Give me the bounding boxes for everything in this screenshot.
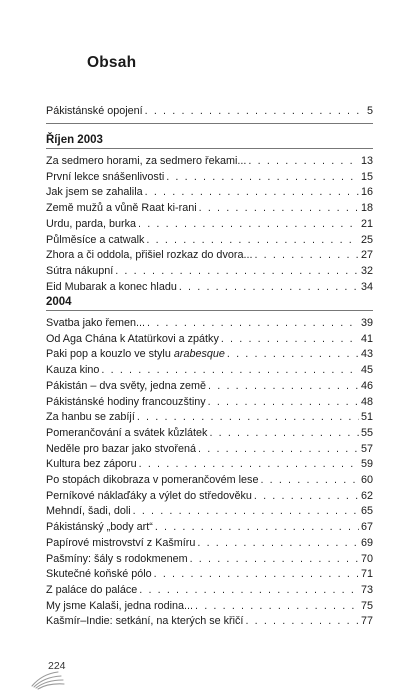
- entry-title: [46, 567, 152, 581]
- entry-title-text: Za hanbu se zabíjí: [46, 411, 135, 424]
- dot-leader: [254, 248, 359, 262]
- entry-page: 5: [366, 105, 373, 117]
- entry-title-text: Sútra nákupní: [46, 264, 114, 277]
- dot-leader: [190, 552, 359, 566]
- toc-entry: [46, 426, 373, 440]
- entry-title: [46, 316, 145, 330]
- entry-page: 65: [360, 505, 373, 518]
- dot-leader: [139, 583, 359, 597]
- entry-title-text: Perníkové náklaďáky a výlet do středověku: [46, 489, 252, 502]
- entry-title-text: Skutečné koňské pólo: [46, 568, 152, 581]
- toc-entry: [46, 552, 373, 566]
- toc-entry: [46, 614, 373, 628]
- entry-title-text: První lekce snášenlivosti: [46, 170, 165, 183]
- toc-entry: [46, 410, 373, 424]
- toc-entry: [46, 280, 373, 294]
- entry-title-text: Z paláce do paláce: [46, 583, 138, 596]
- dot-leader: [101, 363, 359, 377]
- entry-title-text: Pašmíny: šály s rodokmenem: [46, 552, 188, 565]
- toc-entry: [46, 489, 373, 503]
- entry-page: 67: [360, 521, 373, 534]
- toc-entry: [46, 248, 373, 262]
- entry-page: 32: [360, 264, 373, 277]
- page-number: 224: [48, 660, 66, 672]
- dot-leader: [166, 170, 359, 184]
- entry-page: 59: [360, 458, 373, 471]
- entry-page: 45: [360, 364, 373, 377]
- dot-leader: [154, 567, 359, 581]
- dot-leader: [145, 104, 365, 118]
- section-heading: Říjen 2003: [46, 134, 103, 146]
- section-rule: [46, 310, 373, 311]
- entry-title: [46, 170, 164, 184]
- entry-title-text: Jak jsem se zahalila: [46, 186, 143, 199]
- toc-entry: [46, 504, 373, 518]
- entry-title: [46, 457, 137, 471]
- entry-title-text: Pomerančování a svátek kůzlátek: [46, 426, 208, 439]
- entry-page: 15: [360, 170, 373, 183]
- entry-title: [46, 395, 206, 409]
- entry-title-text: Paki pop a kouzlo ve stylu: [46, 348, 174, 361]
- dot-leader: [248, 154, 359, 168]
- entry-title-text: Zhora a či oddola, přišiel rozkaz do dvora...: [46, 249, 253, 262]
- entry-page: 34: [360, 280, 373, 293]
- dot-leader: [245, 614, 359, 628]
- toc-entry: [46, 233, 373, 247]
- entry-title: [46, 201, 197, 215]
- dot-leader: [145, 185, 359, 199]
- toc-entry: [46, 379, 373, 393]
- toc-entry: [46, 536, 373, 550]
- dot-leader: [147, 316, 359, 330]
- toc-entry: [46, 201, 373, 215]
- toc-entry: [46, 583, 373, 597]
- toc-entry: [46, 332, 373, 346]
- section-rule: [46, 148, 373, 149]
- entry-page: 51: [360, 411, 373, 424]
- entry-page: 25: [360, 233, 373, 246]
- toc-entry: [46, 154, 373, 168]
- entry-page: 57: [360, 442, 373, 455]
- dot-leader: [208, 395, 359, 409]
- entry-title-text: Kašmír–Indie: setkání, na kterých se křičí: [46, 615, 244, 628]
- entry-page: 41: [360, 332, 373, 345]
- entry-title-text: Od Aga Chána k Atatürkovi a zpátky: [46, 332, 219, 345]
- entry-page: 21: [360, 217, 373, 230]
- entry-title-text: Svatba jako řemen...: [46, 317, 146, 329]
- toc-entry: [46, 264, 373, 278]
- entry-title-text: Země mužů a vůně Raat ki-rani: [46, 202, 197, 215]
- entry-title: Pákistánské opojení: [46, 105, 143, 117]
- dot-leader: [227, 347, 359, 361]
- dot-leader: [155, 520, 359, 534]
- entry-title: [46, 185, 143, 199]
- entry-page: 55: [360, 426, 373, 439]
- dot-leader: [197, 536, 359, 550]
- dot-leader: [139, 457, 359, 471]
- entry-title: [46, 217, 136, 231]
- toc-entry: [46, 170, 373, 184]
- dot-leader: [221, 332, 359, 346]
- entry-title: [46, 536, 195, 550]
- entry-page: 75: [360, 599, 373, 612]
- entry-title-text: Kultura bez záporu: [46, 458, 137, 471]
- entry-title-text: Pákistánský „body art“: [46, 521, 153, 534]
- entry-page: 62: [360, 489, 373, 502]
- entry-title: [46, 489, 252, 503]
- entry-title: [46, 520, 153, 534]
- entry-title: [46, 552, 188, 566]
- entry-title: [46, 280, 177, 294]
- entry-title: [46, 614, 243, 628]
- entry-page: 18: [360, 202, 373, 215]
- dot-leader: [138, 217, 359, 231]
- entry-title-text: Urdu, parda, burka: [46, 217, 137, 230]
- entry-page: 16: [360, 186, 373, 199]
- entry-title: [46, 248, 252, 262]
- entry-page: 13: [360, 155, 373, 167]
- entry-page: 77: [360, 615, 373, 628]
- dot-leader: [260, 473, 359, 487]
- dot-leader: [209, 426, 359, 440]
- entry-title: [46, 154, 246, 168]
- dot-leader: [146, 233, 359, 247]
- dot-leader: [254, 489, 359, 503]
- entry-title: [46, 233, 144, 247]
- entry-title: [46, 473, 258, 487]
- entry-title-text: Neděle pro bazar jako stvořená: [46, 442, 197, 455]
- toc-entry: [46, 567, 373, 581]
- dot-leader: [115, 264, 359, 278]
- page-title: Obsah: [87, 54, 137, 71]
- entry-title-text: Za sedmero horami, za sedmero řekami...: [46, 155, 247, 167]
- entry-page: 48: [360, 395, 373, 408]
- entry-title: [46, 264, 113, 278]
- toc-entry: [46, 395, 373, 409]
- entry-title: [46, 583, 137, 597]
- toc-entry: [46, 442, 373, 456]
- dot-leader: [208, 379, 359, 393]
- toc-entry: [46, 363, 373, 377]
- separator-rule: [46, 123, 373, 124]
- entry-title: [46, 379, 206, 393]
- dot-leader: [199, 201, 359, 215]
- entry-title-text: Papírové mistrovství z Kašmíru: [46, 536, 196, 549]
- entry-title-text: Půlměsíce a catwalk: [46, 233, 145, 246]
- entry-title: [46, 599, 193, 613]
- entry-page: 43: [360, 348, 373, 361]
- dot-leader: [179, 280, 359, 294]
- toc-entry: [46, 217, 373, 231]
- entry-page: 73: [360, 583, 373, 596]
- toc-entry-intro: [46, 104, 373, 118]
- toc-entry: [46, 520, 373, 534]
- entry-title: [46, 442, 196, 456]
- entry-title-text: Pákistánské hodiny francouzštiny: [46, 395, 206, 408]
- entry-title: [46, 410, 135, 424]
- toc-entry: [46, 316, 373, 330]
- entry-page: 71: [360, 568, 373, 581]
- entry-title: [46, 332, 219, 346]
- toc-entry: [46, 599, 373, 613]
- toc-entry: [46, 457, 373, 471]
- entry-title: [46, 363, 99, 377]
- entry-title: [46, 347, 225, 361]
- dot-leader: [195, 599, 359, 613]
- entry-title-text: Mehndí, šadi, doli: [46, 505, 131, 518]
- entry-title-italic: arabesque: [173, 348, 225, 361]
- entry-title: [46, 504, 131, 518]
- dot-leader: [198, 442, 359, 456]
- entry-title: [46, 426, 207, 440]
- entry-page: 27: [360, 249, 373, 262]
- entry-title-text: Eid Mubarak a konec hladu: [46, 280, 177, 293]
- toc-entry: [46, 347, 373, 361]
- entry-title-text: Kauza kino: [46, 364, 100, 377]
- toc-entry: [46, 473, 373, 487]
- entry-title-text: Pákistán – dva světy, jedna země: [46, 379, 207, 392]
- section-heading: 2004: [46, 296, 72, 308]
- entry-page: 60: [360, 474, 373, 486]
- dot-leader: [133, 504, 359, 518]
- entry-title-text: My jsme Kalaši, jedna rodina...: [46, 599, 194, 612]
- entry-page: 39: [360, 317, 373, 329]
- entry-page: 70: [360, 552, 373, 565]
- toc-entry: [46, 185, 373, 199]
- entry-title-text: Po stopách dikobraza v pomerančovém lese: [46, 474, 259, 486]
- entry-page: 46: [360, 379, 373, 392]
- entry-page: 69: [360, 536, 373, 549]
- dot-leader: [137, 410, 359, 424]
